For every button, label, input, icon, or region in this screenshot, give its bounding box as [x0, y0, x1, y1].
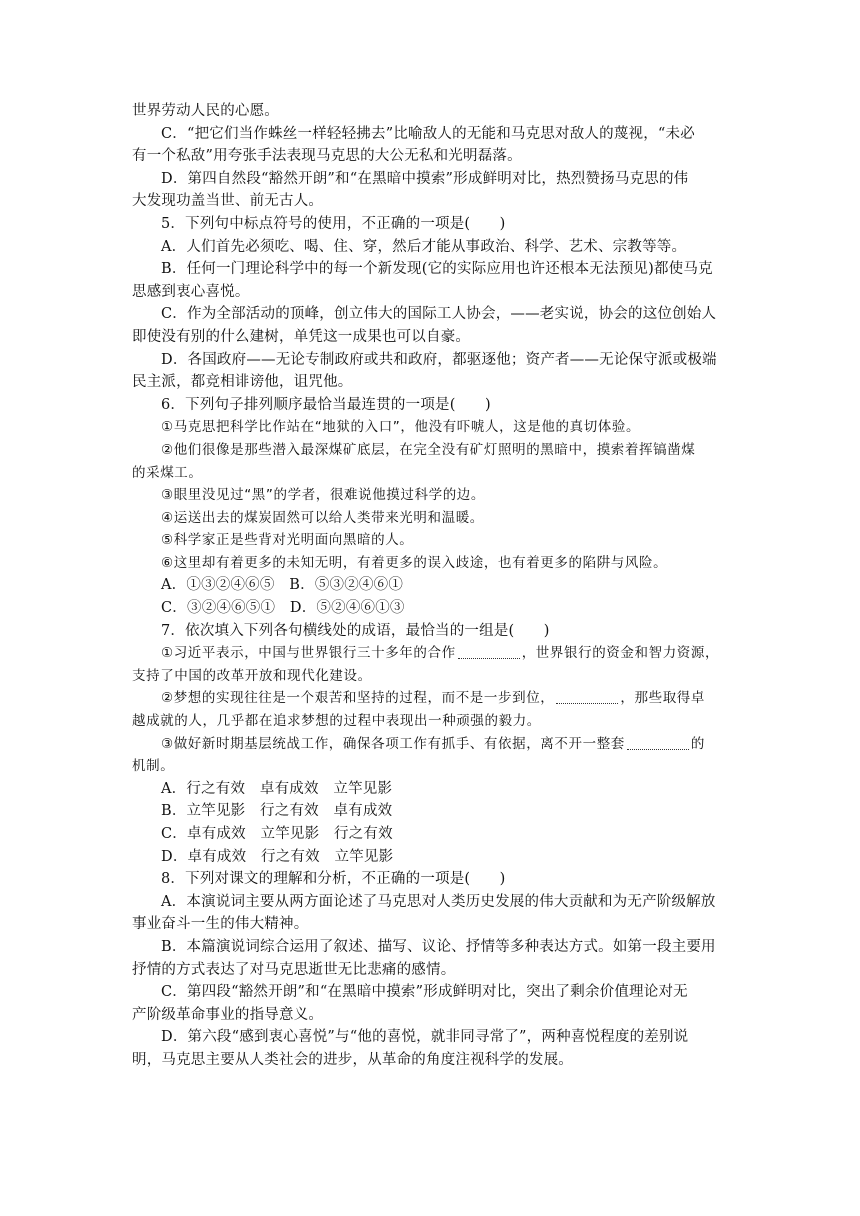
- text-line: 抒情的方式表达了对马克思逝世无比悲痛的感情。: [132, 961, 456, 978]
- text-line: 越成就的人，几乎都在追求梦想的过程中表现出一种顽强的毅力。: [132, 713, 541, 730]
- option-a-line: A．人们首先必须吃、喝、住、穿，然后才能从事政治、科学、艺术、宗教等等。: [161, 238, 687, 255]
- option-d-line: D．第四自然段“豁然开朗”和“在黑暗中摸索”形成鲜明对比，热烈赞扬马克思的伟: [161, 170, 689, 187]
- fill-blank: [627, 735, 689, 750]
- options-ab-line: A．①③②④⑥⑤ B．⑤③②④⑥①: [161, 577, 404, 594]
- text-segment: ②梦想的实现往往是一个艰苦和坚持的过程，而不是一步到位，: [161, 690, 555, 707]
- option-c-line: C．作为全部活动的顶峰，创立伟大的国际工人协会，——老实说，协会的这位创始人: [161, 306, 717, 323]
- blank-sentence-1: [132, 642, 732, 665]
- text-line: 支持了中国的改革开放和现代化建设。: [132, 667, 372, 684]
- question-8: 8．下列对课文的理解和分析，不正确的一项是( ): [161, 871, 506, 888]
- sentence-3: ③眼里没见过“黑”的学者，很难说他摸过科学的边。: [161, 487, 485, 504]
- sentence-5: ⑤科学家正是些背对光明面向黑暗的人。: [161, 532, 414, 549]
- text-line: 世界劳动人民的心愿。: [132, 103, 279, 119]
- text-line: 思感到衷心喜悦。: [132, 283, 250, 300]
- option-d-line: D．第六段“感到衷心喜悦”与“他的喜悦，就非同寻常了”，两种喜悦程度的差别说: [161, 1029, 689, 1046]
- option-a-line: A．行之有效 卓有成效 立竿见影: [161, 780, 393, 797]
- option-c-line: C．“把它们当作蛛丝一样轻轻拂去”比喻敌人的无能和马克思对敌人的蔑视，“未必: [161, 125, 695, 142]
- option-b-line: B．任何一门理论科学中的每一个新发现(它的实际应用也许还根本无法预见)都使马克: [161, 261, 713, 278]
- text-line: 有一个私敌”用夸张手法表现马克思的大公无私和光明磊落。: [132, 148, 522, 165]
- options-cd-line: C．③②④⑥⑤① D．⑤②④⑥①③: [161, 600, 405, 617]
- option-b-line: B．本篇演说词综合运用了叙述、描写、议论、抒情等多种表达方式。如第一段主要用: [161, 938, 716, 955]
- option-c-line: C．第四段“豁然开朗”和“在黑暗中摸索”形成鲜明对比，突出了剩余价值理论对无: [161, 984, 688, 1001]
- text-segment: 的: [690, 735, 706, 752]
- option-d-line: D．各国政府——无论专制政府或共和政府，都驱逐他；资产者——无论保守派或极端: [161, 351, 717, 368]
- text-line: 民主派，都竞相诽谤他，诅咒他。: [132, 374, 353, 391]
- text-line: 即使没有别的什么建树，单凭这一成果也可以自豪。: [132, 328, 471, 345]
- text-segment: ①习近平表示，中国与世界银行三十多年的合作: [161, 645, 456, 662]
- text-line: 事业奋斗一生的伟大精神。: [132, 916, 309, 933]
- text-segment: ③做好新时期基层统战工作，确保各项工作有抓手、有依据，离不开一整套: [161, 735, 625, 752]
- sentence-4: ④运送出去的煤炭固然可以给人类带来光明和温暖。: [161, 509, 484, 526]
- option-b-line: B．立竿见影 行之有效 卓有成效: [161, 803, 393, 820]
- blank-sentence-3: [132, 733, 732, 756]
- option-c-line: C．卓有成效 立竿见影 行之有效: [161, 826, 393, 842]
- sentence-6: ⑥这里却有着更多的未知无明，有着更多的误入歧途，也有着更多的陷阱与风险。: [161, 554, 668, 571]
- question-6: 6．下列句子排列顺序最恰当最连贯的一项是( ): [161, 396, 491, 413]
- option-a-line: A．本演说词主要从两方面论述了马克思对人类历史发展的伟大贡献和为无产阶级解放: [161, 893, 716, 910]
- sentence-2: ②他们很像是那些潜入最深煤矿底层，在完全没有矿灯照明的黑暗中，摸索着挥镐凿煤: [161, 441, 696, 458]
- text-line: 的采煤工。: [132, 464, 203, 481]
- text-line: 大发现功盖当世、前无古人。: [132, 193, 324, 210]
- text-segment: ，世界银行的资金和智力资源，: [521, 645, 720, 662]
- page-content: [132, 100, 732, 1072]
- text-line: 机制。: [132, 758, 175, 775]
- fill-blank: [458, 644, 520, 659]
- blank-sentence-2: [132, 687, 732, 710]
- question-5: 5．下列句中标点符号的使用，不正确的一项是( ): [161, 215, 506, 232]
- text-line: 明，马克思主要从人类社会的进步，从革命的角度注视科学的发展。: [132, 1051, 573, 1068]
- text-segment: ，那些取得卓: [620, 690, 706, 707]
- fill-blank: [556, 689, 618, 704]
- sentence-1: ①马克思把科学比作站在“地狱的入口”，他没有吓唬人，这是他的真切体验。: [161, 419, 641, 436]
- option-d-line: D．卓有成效 行之有效 立竿见影: [161, 848, 394, 865]
- text-line: 产阶级革命事业的指导意义。: [132, 1006, 324, 1023]
- question-7: 7．依次填入下列各句横线处的成语，最恰当的一组是( ): [161, 622, 550, 639]
